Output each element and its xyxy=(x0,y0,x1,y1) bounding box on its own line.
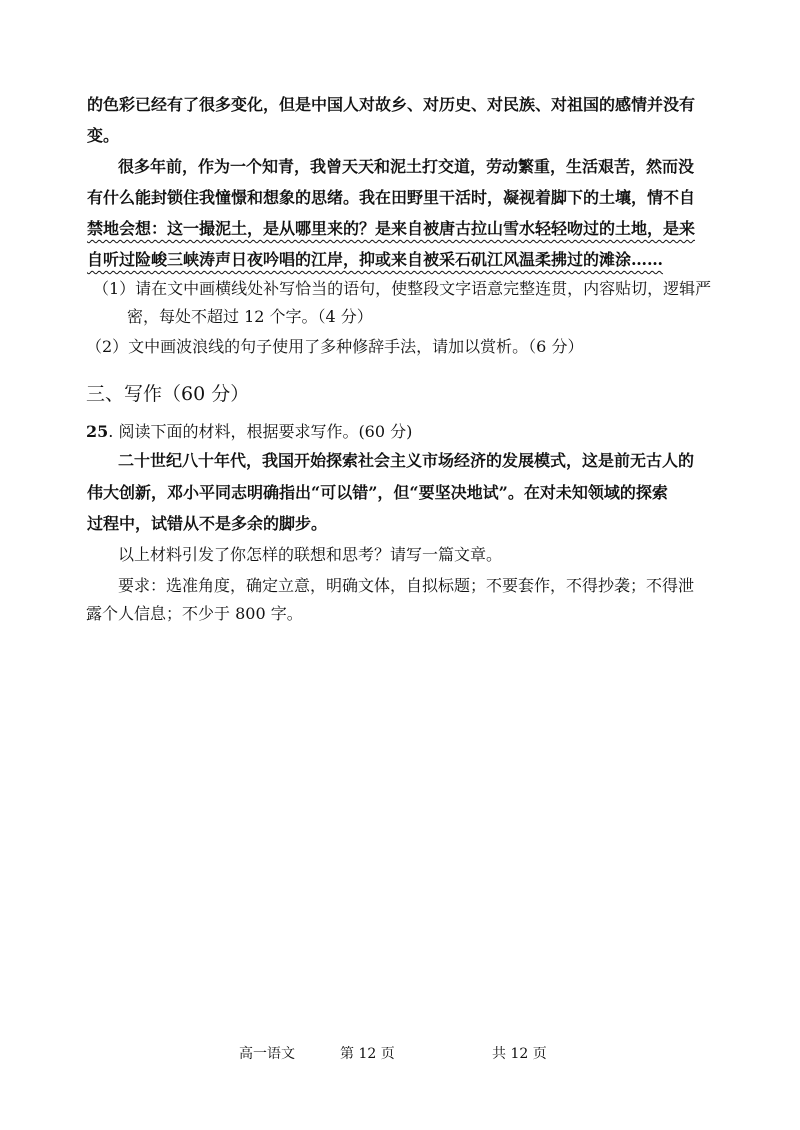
footer-page-number: 第 12 页 xyxy=(340,1046,395,1062)
material-line: 过程中，试错从不是多余的脚步。 xyxy=(87,514,328,533)
material-line: 二十世纪八十年代，我国开始探索社会主义市场经济的发展模式，这是前无古人的 xyxy=(118,451,695,470)
question-1: （1）请在文中画横线处补写恰当的语句，使整段文字语意完整连贯，内容贴切，逻辑严 xyxy=(93,279,712,298)
section-heading: 三、写作（60 分） xyxy=(86,383,250,405)
requirements: 要求：选准角度，确定立意，明确文体，自拟标题；不要套作，不得抄袭；不得泄 xyxy=(118,576,695,595)
material-line: 伟大创新，邓小平同志明确指出“可以错”，但“要坚决地试”。在对未知领域的探索 xyxy=(87,483,668,502)
footer-subject: 高一语文 xyxy=(239,1046,295,1062)
question-1-cont: 密，每处不超过 12 个字。（4 分） xyxy=(127,307,373,326)
passage-wavy-line: 自听过险峻三峡涛声日夜吟唱的江岸，抑或来自被采石矶江风温柔拂过的滩涂…… xyxy=(87,250,664,269)
passage-line: 变。 xyxy=(87,126,120,145)
passage-wavy-line: 禁地会想：这一撮泥土，是从哪里来的？是来自被唐古拉山雪水轻轻吻过的土地，是来 xyxy=(87,219,696,238)
question-25-text: . 阅读下面的材料，根据要求写作。(60 分) xyxy=(108,422,413,441)
writing-prompt: 以上材料引发了你怎样的联想和思考？请写一篇文章。 xyxy=(118,545,503,564)
passage-line: 的色彩已经有了很多变化，但是中国人对故乡、对历史、对民族、对祖国的感情并没有 xyxy=(87,95,696,114)
passage-line: 很多年前，作为一个知青，我曾天天和泥土打交道，劳动繁重，生活艰苦，然而没 xyxy=(118,157,695,176)
question-25 xyxy=(86,422,412,442)
footer-total-pages: 共 12 页 xyxy=(492,1046,547,1062)
requirements-cont: 露个人信息；不少于 800 字。 xyxy=(86,604,303,623)
passage-line: 有什么能封锁住我憧憬和想象的思绪。我在田野里干活时，凝视着脚下的土壤，情不自 xyxy=(87,188,696,207)
question-number: 25 xyxy=(86,422,109,441)
question-2: （2）文中画波浪线的句子使用了多种修辞手法，请加以赏析。（6 分） xyxy=(86,337,584,356)
